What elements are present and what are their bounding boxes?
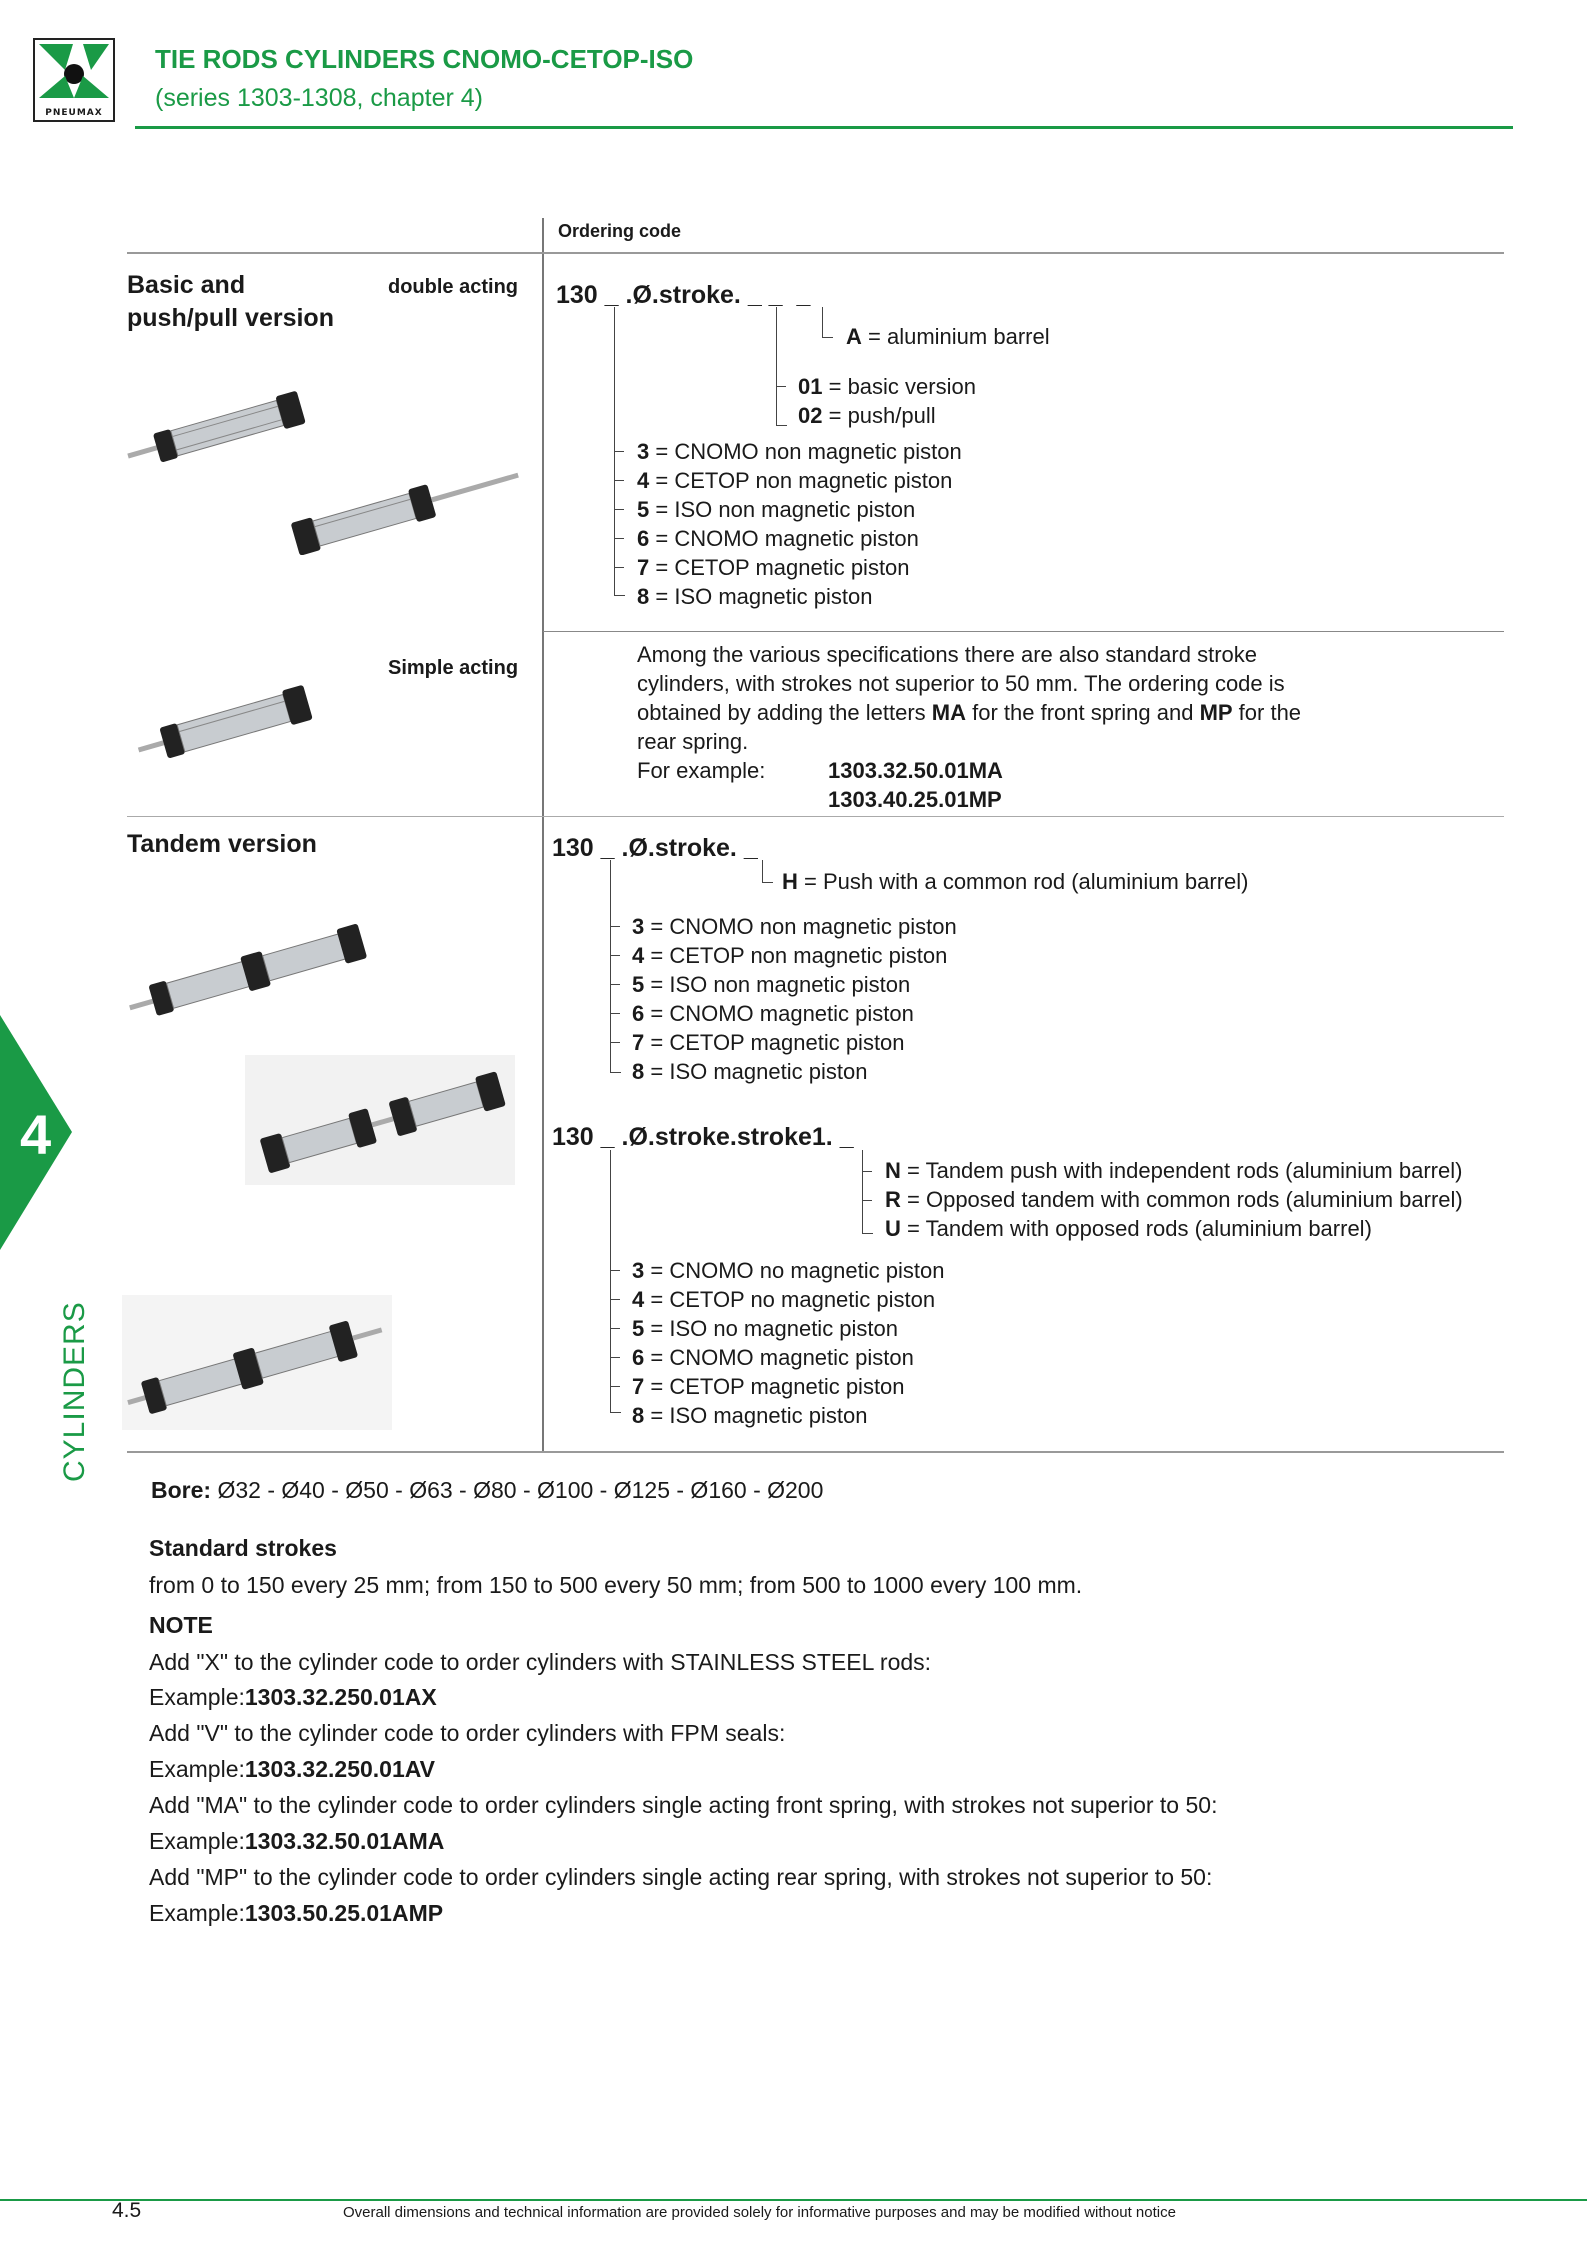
tandem-piston-options-1 <box>632 912 957 1086</box>
basic-label-line2: push/pull version <box>127 304 334 332</box>
chapter-number: 4 <box>20 1103 52 1166</box>
tandem-code-2: 130 _ .Ø.stroke.stroke1. _ <box>552 1123 854 1151</box>
version-options <box>798 372 976 430</box>
bore-values: Ø32 - Ø40 - Ø50 - Ø63 - Ø80 - Ø100 - Ø125 - Ø160 - Ø200 <box>217 1477 824 1503</box>
list-item: 6 = CNOMO magnetic piston <box>632 1001 914 1026</box>
list-item: 8 = ISO magnetic piston <box>637 584 873 609</box>
tandem-piston-options-2 <box>632 1256 944 1430</box>
note-text: Add "MA" to the cylinder code to order cylinders single acting front spring, with strokes not superior to 50: <box>149 1792 1218 1818</box>
chapter-label: CYLINDERS <box>58 1301 91 1482</box>
page-number: 4.5 <box>112 2199 142 2222</box>
tree-line <box>822 307 833 338</box>
tandem-variant-options <box>885 1156 1463 1243</box>
list-item: 5 = ISO no magnetic piston <box>632 1316 899 1341</box>
list-item: 3 = CNOMO no magnetic piston <box>632 1258 945 1283</box>
bore-line <box>151 1477 823 1504</box>
list-item: 01 = basic version <box>798 374 976 399</box>
note-text: Add "X" to the cylinder code to order cylinders with STAINLESS STEEL rods: <box>149 1649 932 1675</box>
tree-line <box>862 1150 873 1234</box>
logo-mark-icon <box>35 40 113 102</box>
note-example: Example:1303.50.25.01AMP <box>149 1900 444 1926</box>
strokes-text: from 0 to 150 every 25 mm; from 150 to 500 every 50 mm; from 500 to 1000 every 100 mm. <box>149 1572 1083 1598</box>
list-item: 02 = push/pull <box>798 403 936 428</box>
table-top-rule <box>127 252 1504 254</box>
tandem-code-1: 130 _ .Ø.stroke. _ <box>552 834 758 862</box>
note-title: NOTE <box>149 1612 213 1638</box>
row-divider <box>543 631 1504 632</box>
example-label: For example: <box>637 758 766 783</box>
basic-code: 130 _ .Ø.stroke. _ _ _ <box>556 281 811 309</box>
header-rule <box>135 126 1513 129</box>
list-item: 3 = CNOMO non magnetic piston <box>632 914 957 939</box>
page-title: TIE RODS CYLINDERS CNOMO-CETOP-ISO <box>155 44 694 74</box>
strokes-title: Standard strokes <box>149 1535 337 1561</box>
list-item: 4 = CETOP non magnetic piston <box>632 943 948 968</box>
tandem-h-option: H = Push with a common rod (aluminium barrel) <box>782 869 1249 894</box>
list-item: 8 = ISO magnetic piston <box>632 1059 868 1084</box>
list-item: 7 = CETOP magnetic piston <box>637 555 910 580</box>
piston-options <box>637 437 962 611</box>
cylinder-pushpull-image <box>280 455 530 555</box>
list-item: 6 = CNOMO magnetic piston <box>632 1345 914 1370</box>
cylinder-tandem-image <box>124 915 374 1025</box>
example-code: 1303.32.50.01MA <box>828 758 1003 783</box>
cylinder-simple-image <box>134 665 334 770</box>
page-subtitle: (series 1303-1308, chapter 4) <box>155 84 483 112</box>
note-text: Add "MP" to the cylinder code to order cylinders single acting rear spring, with strokes not superior to 50: <box>149 1864 1213 1890</box>
tree-line <box>762 860 773 883</box>
note-example: Example:1303.32.250.01AV <box>149 1756 435 1782</box>
list-item: U = Tandem with opposed rods (aluminium barrel) <box>885 1216 1372 1241</box>
list-item: 4 = CETOP no magnetic piston <box>632 1287 936 1312</box>
bore-label: Bore: <box>151 1477 212 1503</box>
list-item: N = Tandem push with independent rods (aluminium barrel) <box>885 1158 1463 1183</box>
list-item: 3 = CNOMO non magnetic piston <box>637 439 962 464</box>
example-code: 1303.40.25.01MP <box>828 787 1002 812</box>
basic-code-rest: .Ø.stroke. <box>625 281 741 309</box>
company-logo <box>33 38 115 122</box>
cylinder-opposed-image <box>245 1055 515 1185</box>
acting-type-label: double acting <box>388 276 518 298</box>
list-item: 6 = CNOMO magnetic piston <box>637 526 919 551</box>
footer-rule <box>0 2199 1587 2201</box>
cylinder-tandem-opposed-image <box>122 1295 392 1430</box>
list-item: 7 = CETOP magnetic piston <box>632 1374 905 1399</box>
simple-acting-label: Simple acting <box>388 657 519 679</box>
list-item: R = Opposed tandem with common rods (aluminium barrel) <box>885 1187 1463 1212</box>
list-item: 4 = CETOP non magnetic piston <box>637 468 953 493</box>
tree-line <box>776 307 787 426</box>
logo-text: PNEUMAX <box>45 108 103 118</box>
list-item: 7 = CETOP magnetic piston <box>632 1030 905 1055</box>
footer-notice: Overall dimensions and technical information are provided solely for informative purposes and may be modified without notice <box>343 2204 1176 2221</box>
list-item: 5 = ISO non magnetic piston <box>632 972 911 997</box>
row-divider <box>127 816 1504 817</box>
note-example: Example:1303.32.50.01AMA <box>149 1828 445 1854</box>
basic-code-prefix: 130 <box>556 281 598 309</box>
list-item: 8 = ISO magnetic piston <box>632 1403 868 1428</box>
column-header: Ordering code <box>558 221 682 241</box>
list-item: 5 = ISO non magnetic piston <box>637 497 916 522</box>
barrel-option: A = aluminium barrel <box>846 324 1050 349</box>
tree-line <box>610 1150 621 1413</box>
simple-acting-description: Among the various specifications there are also standard stroke cylinders, with strokes not superior to 50 mm. The ordering code is obtained by adding the letters MA for the front spring and MP for the rear spring. For example: 1303.32.50.01MA 1303.40.25.01MP <box>637 642 1302 812</box>
table-column-divider <box>542 218 544 1452</box>
tandem-label: Tandem version <box>127 830 317 858</box>
note-text: Add "V" to the cylinder code to order cylinders with FPM seals: <box>149 1720 786 1746</box>
table-bottom-rule <box>127 1451 1504 1453</box>
note-example: Example:1303.32.250.01AX <box>149 1684 437 1710</box>
basic-label-line1: Basic and <box>127 271 246 299</box>
